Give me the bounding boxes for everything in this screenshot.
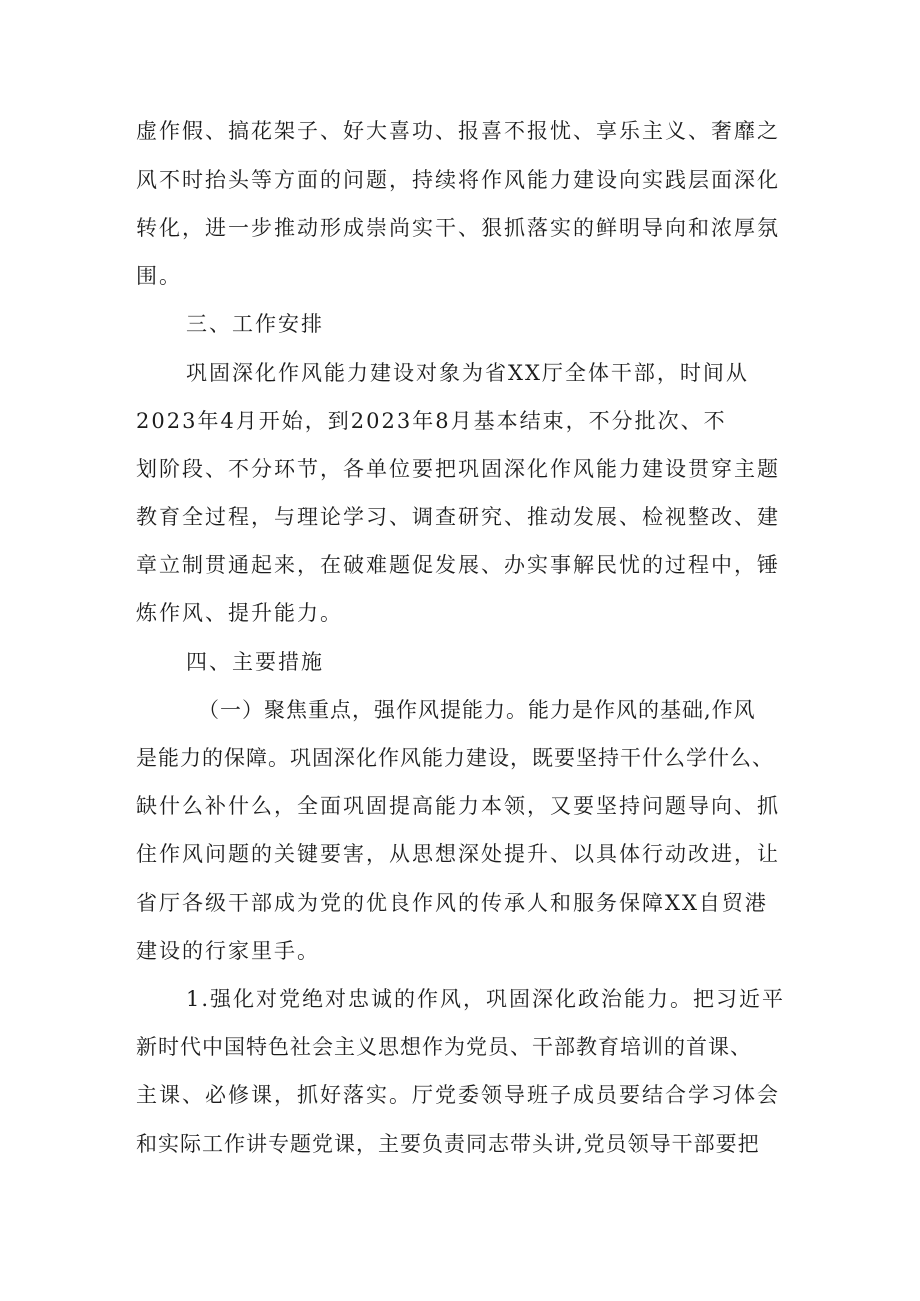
paragraph-line: 1.强化对党绝对忠诚的作风，巩固深化政治能力。把习近平 (186, 987, 786, 1011)
paragraph-line: 主课、必修课，抓好落实。厅党委领导班子成员要结合学习体会 (136, 1083, 780, 1107)
paragraph-line: 是能力的保障。巩固深化作风能力建设，既要坚持干什么学什么、 (136, 746, 774, 770)
paragraph-line: 划阶段、不分环节，各单位要把巩固深化作风能力建设贯穿主题 (136, 457, 780, 481)
paragraph-line: 住作风问题的关键要害，从思想深处提升、以具体行动改进，让 (136, 842, 780, 866)
paragraph-line: 和实际工作讲专题党课，主要负责同志带头讲,党员领导干部要把 (136, 1132, 760, 1156)
paragraph-line: 新时代中国特色社会主义思想作为党员、干部教育培训的首课、 (136, 1035, 752, 1059)
paragraph-line: 围。 (136, 264, 182, 288)
paragraph-line: 建设的行家里手。 (136, 939, 320, 963)
section-heading: 三、工作安排 (186, 312, 324, 336)
paragraph-line: 章立制贯通起来，在破难题促发展、办实事解民忧的过程中，锤 (136, 553, 780, 577)
section-heading: 四、主要措施 (186, 650, 324, 674)
paragraph-line: （一）聚焦重点，强作风提能力。能力是作风的基础,作风 (198, 698, 756, 722)
paragraph-line: 巩固深化作风能力建设对象为省XX厅全体干部，时间从 (186, 361, 749, 385)
paragraph-line: 炼作风、提升能力。 (136, 601, 343, 625)
paragraph-line: 虚作假、搞花架子、好大喜功、报喜不报忧、享乐主义、奢靡之 (136, 119, 780, 143)
paragraph-line: 缺什么补什么，全面巩固提高能力本领，又要坚持问题导向、抓 (136, 794, 780, 818)
paragraph-line: 转化，进一步推动形成崇尚实干、狠抓落实的鲜明导向和浓厚氛 (136, 216, 780, 240)
paragraph-line: 风不时抬头等方面的问题，持续将作风能力建设向实践层面深化 (136, 168, 780, 192)
paragraph-line: 教育全过程，与理论学习、调查研究、推动发展、检视整改、建 (136, 505, 780, 529)
paragraph-line: 省厅各级干部成为党的优良作风的传承人和服务保障XX自贸港 (136, 891, 768, 915)
paragraph-line: 2023年4月开始，到2023年8月基本结束，不分批次、不 (136, 409, 727, 433)
